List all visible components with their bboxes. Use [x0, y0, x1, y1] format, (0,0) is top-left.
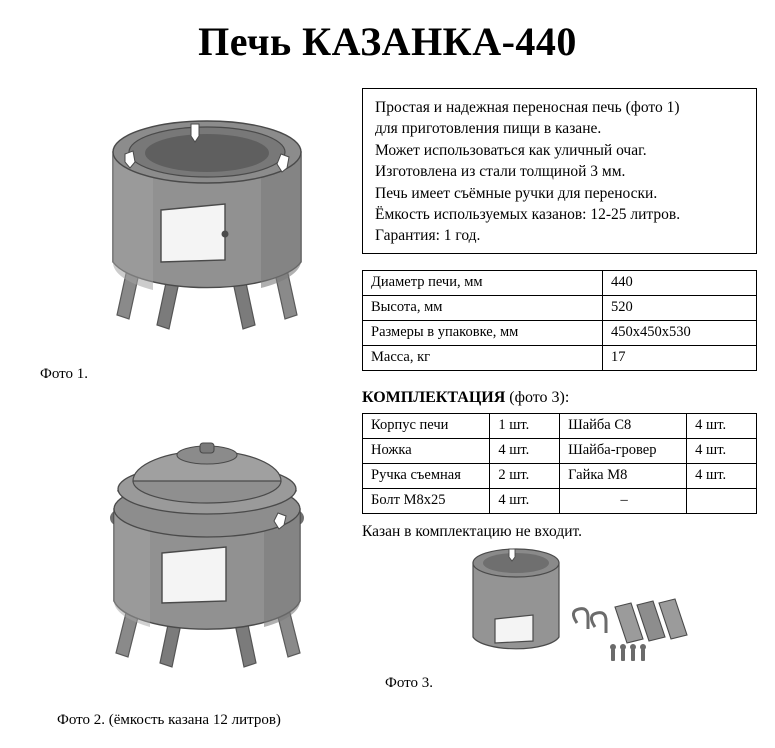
kit-item-qty: 4 шт.	[490, 438, 560, 463]
kit-item-name-2: Гайка М8	[560, 463, 687, 488]
table-row	[363, 438, 757, 463]
kit-item-name-2: Шайба С8	[560, 413, 687, 438]
description-line-5: Печь имеет съёмные ручки для переноски.	[375, 184, 658, 202]
kit-stove-mouth	[483, 553, 549, 573]
caption-photo-2: Фото 2. (ёмкость казана 12 литров)	[57, 712, 281, 728]
table-row	[363, 488, 757, 513]
table-row	[363, 463, 757, 488]
kit-table	[362, 413, 757, 514]
description-line-7: Гарантия: 1 год.	[375, 227, 481, 245]
kit-handle-1	[573, 609, 588, 629]
caption-photo-1: Фото 1.	[40, 366, 89, 382]
page-title: Печь КАЗАНКА-440	[198, 19, 577, 64]
kit-item-name: Ручка съемная	[363, 463, 490, 488]
kit-item-qty-2	[687, 488, 757, 513]
figure-photo-1	[95, 110, 325, 365]
description-line-3: Может использоваться как уличный очаг.	[375, 141, 647, 159]
stove-illustration-1	[95, 110, 325, 360]
spec-value: 440	[603, 270, 757, 295]
stove-mouth	[145, 134, 269, 172]
spec-value: 520	[603, 295, 757, 320]
spec-value: 450х450х530	[603, 320, 757, 345]
table-row	[363, 345, 757, 370]
info-column	[362, 88, 757, 541]
table-row	[363, 320, 757, 345]
spec-label: Масса, кг	[363, 345, 603, 370]
spec-label: Диаметр печи, мм	[363, 270, 603, 295]
kit-fasteners	[610, 644, 646, 661]
description-line-6: Ёмкость используемых казанов: 12-25 литров.	[375, 205, 681, 223]
table-row	[363, 413, 757, 438]
figure-photo-3	[455, 545, 705, 680]
firebox-opening	[161, 204, 225, 262]
caption-photo-3: Фото 3.	[385, 675, 434, 691]
spec-value: 17	[603, 345, 757, 370]
kit-heading	[362, 389, 757, 407]
spec-label: Размеры в упаковке, мм	[363, 320, 603, 345]
kit-heading-bold: КОМПЛЕКТАЦИЯ	[362, 388, 506, 406]
kit-firebox-opening	[495, 615, 533, 643]
kit-item-name: Ножка	[363, 438, 490, 463]
kit-illustration	[455, 545, 705, 675]
kit-item-qty: 2 шт.	[490, 463, 560, 488]
damper-knob	[222, 231, 229, 238]
kit-note: Казан в комплектацию не входит.	[362, 522, 583, 540]
lid-knob	[200, 443, 214, 453]
kit-item-qty-2: 4 шт.	[687, 438, 757, 463]
stove-illustration-2	[78, 405, 348, 695]
description-line-2: для приготовления пищи в казане.	[375, 120, 602, 138]
firebox-opening	[162, 547, 226, 603]
kit-item-name-2: Шайба-гровер	[560, 438, 687, 463]
kit-item-qty: 4 шт.	[490, 488, 560, 513]
kit-item-name: Корпус печи	[363, 413, 490, 438]
description-line-4: Изготовлена из стали толщиной 3 мм.	[375, 163, 626, 181]
kit-item-qty: 1 шт.	[490, 413, 560, 438]
spec-label: Высота, мм	[363, 295, 603, 320]
kit-heading-rest: (фото 3):	[505, 388, 570, 406]
description-line-1: Простая и надежная переносная печь (фото 1)	[375, 99, 680, 116]
specifications-table	[362, 270, 757, 371]
table-row	[363, 295, 757, 320]
kit-item-name-2: –	[560, 488, 687, 513]
table-row	[363, 270, 757, 295]
kit-item-qty-2: 4 шт.	[687, 413, 757, 438]
description-box	[362, 88, 757, 254]
kit-item-qty-2: 4 шт.	[687, 463, 757, 488]
figure-photo-2	[78, 405, 348, 700]
kit-item-name: Болт М8х25	[363, 488, 490, 513]
kit-handle-2	[591, 613, 606, 633]
